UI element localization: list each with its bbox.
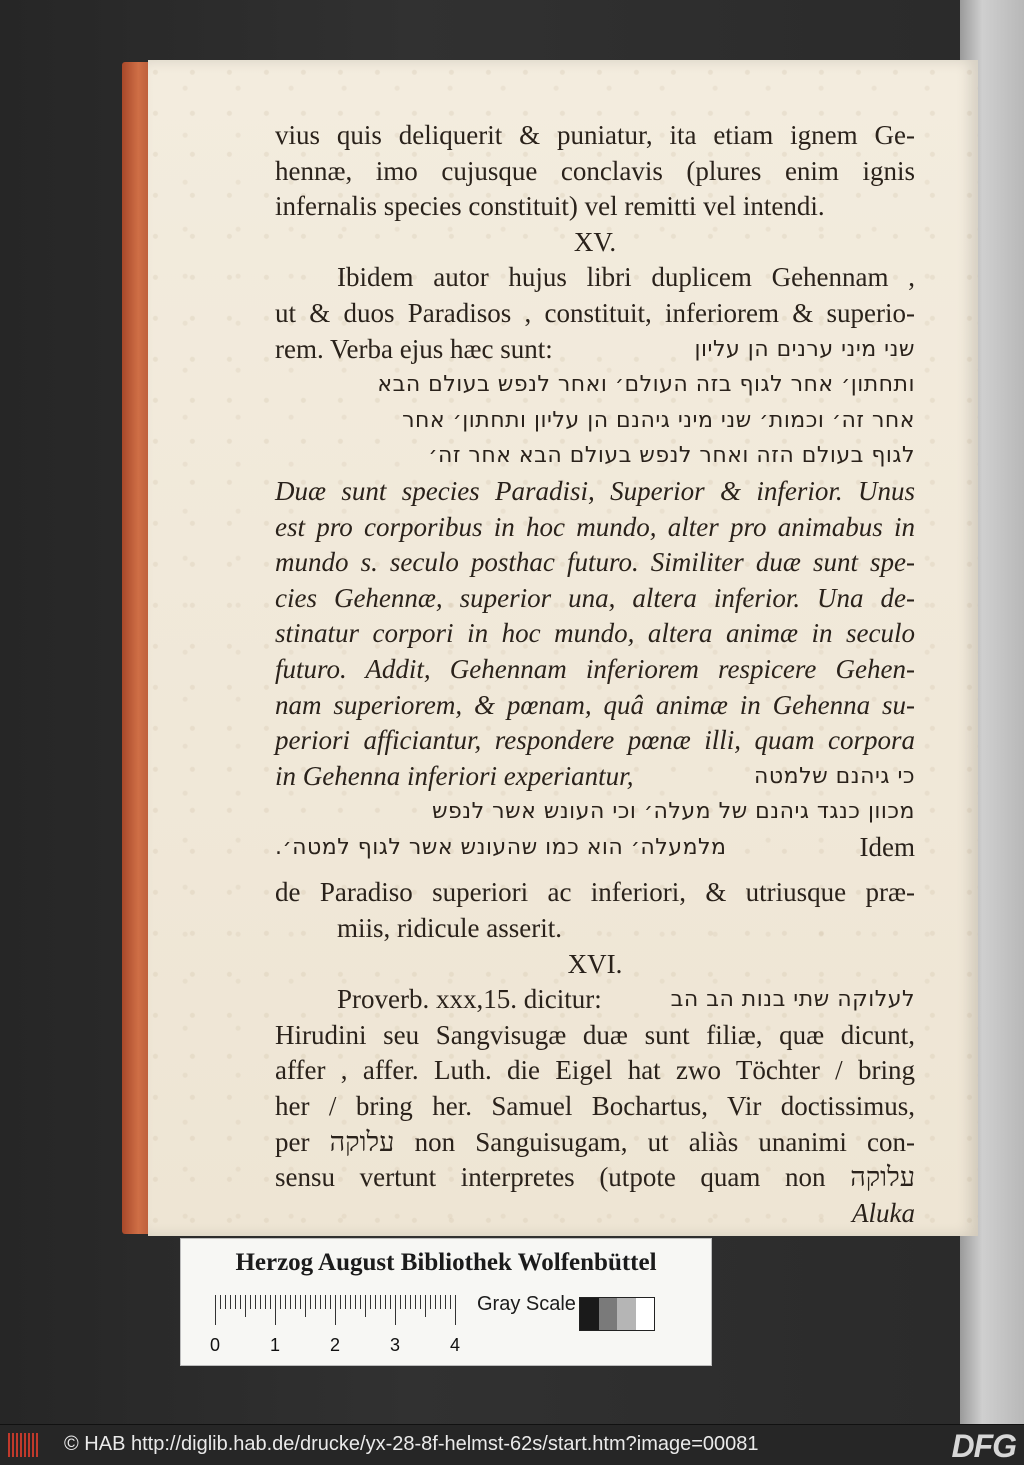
ruler-tick — [350, 1295, 351, 1309]
ruler-tick — [455, 1295, 456, 1325]
gray-swatch — [580, 1298, 599, 1330]
ruler-tick — [440, 1295, 441, 1309]
text-line: miis, ridicule asserit. — [337, 913, 562, 944]
ruler-tick — [295, 1295, 296, 1309]
ruler-tick — [325, 1295, 326, 1309]
ruler-tick — [250, 1295, 251, 1309]
text-line: Hirudini seu Sangvisugæ duæ sunt filiæ, quæ dicunt, — [275, 1019, 915, 1050]
text-line: Ibidem autor hujus libri duplicem Gehennam , — [337, 262, 915, 293]
catchword: Aluka — [852, 1197, 915, 1228]
italic-line: est pro corporibus in hoc mundo, alter pro animabus in — [275, 511, 915, 542]
ruler-number: 3 — [389, 1335, 401, 1355]
ruler-tick — [270, 1295, 271, 1309]
section-heading-xvi: XVI. — [567, 948, 623, 979]
italic-line: stinatur corpori in hoc mundo, altera animæ in seculo — [275, 618, 915, 649]
ruler-tick — [225, 1295, 226, 1309]
italic-line: mundo s. seculo posthac futuro. Similiter duæ sunt spe- — [275, 547, 915, 578]
ruler-tick — [310, 1295, 311, 1309]
dfg-logo: DFG — [951, 1428, 1016, 1464]
ruler-tick — [255, 1295, 256, 1309]
text-line: sensu vertunt interpretes (utpote quam non עלוקה — [275, 1162, 915, 1193]
barcode-icon — [8, 1433, 40, 1457]
scale-ruler — [209, 1295, 465, 1355]
ruler-tick — [365, 1295, 366, 1317]
ruler-number: 2 — [329, 1335, 341, 1355]
ruler-tick — [300, 1295, 301, 1309]
latin-text: in Gehenna inferiori experiantur, — [275, 760, 634, 791]
italic-line: futuro. Addit, Gehennam inferiorem respicere Gehen- — [275, 653, 915, 684]
ruler-tick — [335, 1295, 336, 1325]
ruler-tick — [320, 1295, 321, 1309]
library-title: Herzog August Bibliothek Wolfenbüttel — [235, 1249, 657, 1276]
ruler-number: 0 — [209, 1335, 221, 1355]
text-line-mixed — [275, 982, 915, 1018]
ruler-tick — [330, 1295, 331, 1309]
ruler-tick — [385, 1295, 386, 1309]
hebrew-text: מלמעלה׳ הוא כמו שהעונש אשר לגוף למטה׳. — [275, 834, 727, 860]
ruler-tick — [430, 1295, 431, 1309]
ruler-tick — [390, 1295, 391, 1309]
ruler-tick — [265, 1295, 266, 1309]
latin-text: Idem — [859, 831, 915, 862]
ruler-tick — [220, 1295, 221, 1309]
library-color-card — [180, 1238, 712, 1366]
ruler-number: 1 — [269, 1335, 281, 1355]
ruler-tick — [370, 1295, 371, 1309]
gray-swatch — [636, 1298, 655, 1330]
ruler-tick — [400, 1295, 401, 1309]
ruler-tick — [435, 1295, 436, 1309]
page-text — [275, 118, 915, 1231]
ruler-tick — [445, 1295, 446, 1309]
footer-url[interactable]: © HAB http://diglib.hab.de/drucke/yx-28-8f-helmst-62s/start.htm?image=00081 — [64, 1433, 759, 1455]
ruler-tick — [280, 1295, 281, 1309]
italic-line: Duæ sunt species Paradisi, Superior & inferior. Unus — [275, 475, 915, 506]
gray-swatch — [599, 1298, 618, 1330]
ruler-tick — [405, 1295, 406, 1309]
ruler-number: 4 — [449, 1335, 461, 1355]
hebrew-line: מכוון כנגד גיהנם של מעלה׳ וכי העונש אשר לנפש — [431, 799, 915, 825]
hebrew-text: לעלוקה שתי בנות הב הב — [670, 987, 915, 1013]
text-line: ut & duos Paradisos , constituit, inferiorem & superio- — [275, 297, 915, 328]
ruler-tick — [290, 1295, 291, 1309]
hebrew-line: ותחתון׳ אחר לגוף בזה העולם׳ ואחר לנפש בעולם הבא — [377, 372, 915, 398]
hebrew-text: כי גיהנם שלמטה — [754, 763, 915, 789]
hebrew-line: אחר זה׳ וכמות׳ שני מיני גיהנם הן עליון ותחתון׳ אחר — [402, 407, 915, 433]
ruler-tick — [305, 1295, 306, 1317]
text-line: her / bring her. Samuel Bochartus, Vir doctissimus, — [275, 1091, 915, 1122]
ruler-tick — [360, 1295, 361, 1309]
text-line-mixed — [275, 332, 915, 368]
ruler-tick — [285, 1295, 286, 1309]
ruler-tick — [415, 1295, 416, 1309]
ruler-tick — [240, 1295, 241, 1309]
section-heading-xv: XV. — [573, 226, 617, 257]
hebrew-text: שני מיני ערנים הן עליון — [694, 336, 915, 362]
ruler-tick — [375, 1295, 376, 1309]
italic-line: nam superiorem, & pœnam, quâ animæ in Gehenna su- — [275, 689, 915, 720]
text-line: de Paradiso superiori ac inferiori, & utriusque præ- — [275, 877, 915, 908]
ruler-tick — [340, 1295, 341, 1309]
gray-swatch — [617, 1298, 636, 1330]
ruler-tick — [230, 1295, 231, 1309]
text-line: vius quis deliquerit & puniatur, ita etiam ignem Ge- — [275, 120, 915, 150]
ruler-tick — [245, 1295, 246, 1317]
latin-text: rem. Verba ejus hæc sunt: — [275, 333, 553, 364]
text-line: infernalis species constituit) vel remitti vel intendi. — [275, 191, 825, 222]
ruler-tick — [345, 1295, 346, 1309]
gray-scale-swatches — [579, 1297, 655, 1331]
italic-line: cies Gehennæ, superior una, altera inferior. Una de- — [275, 582, 915, 613]
ruler-tick — [275, 1295, 276, 1325]
viewer-footer — [0, 1424, 1024, 1465]
ruler-tick — [420, 1295, 421, 1309]
ruler-tick — [395, 1295, 396, 1325]
text-line: per עלוקה non Sanguisugam, ut aliàs unanimi con- — [275, 1126, 915, 1157]
gray-scale-label: Gray Scale — [477, 1293, 576, 1315]
ruler-tick — [215, 1295, 216, 1325]
latin-text: Proverb. xxx,15. dicitur: — [337, 984, 602, 1015]
ruler-tick — [260, 1295, 261, 1309]
ruler-tick — [410, 1295, 411, 1309]
ruler-tick — [235, 1295, 236, 1309]
text-line-mixed — [275, 830, 915, 866]
text-line-mixed — [275, 759, 915, 795]
text-line: hennæ, imo cujusque conclavis (plures enim ignis — [275, 155, 915, 186]
italic-line: periori afficiantur, respondere pœnæ illi, quam corpora — [275, 725, 915, 756]
ruler-tick — [355, 1295, 356, 1309]
text-line: affer , affer. Luth. die Eigel hat zwo Töchter / bring — [275, 1055, 915, 1086]
ruler-tick — [425, 1295, 426, 1317]
ruler-tick — [315, 1295, 316, 1309]
ruler-tick — [450, 1295, 451, 1309]
hebrew-line: לגוף בעולם הזה ואחר לנפש בעולם הבא אחר זה׳ — [428, 443, 915, 469]
ruler-tick — [380, 1295, 381, 1309]
